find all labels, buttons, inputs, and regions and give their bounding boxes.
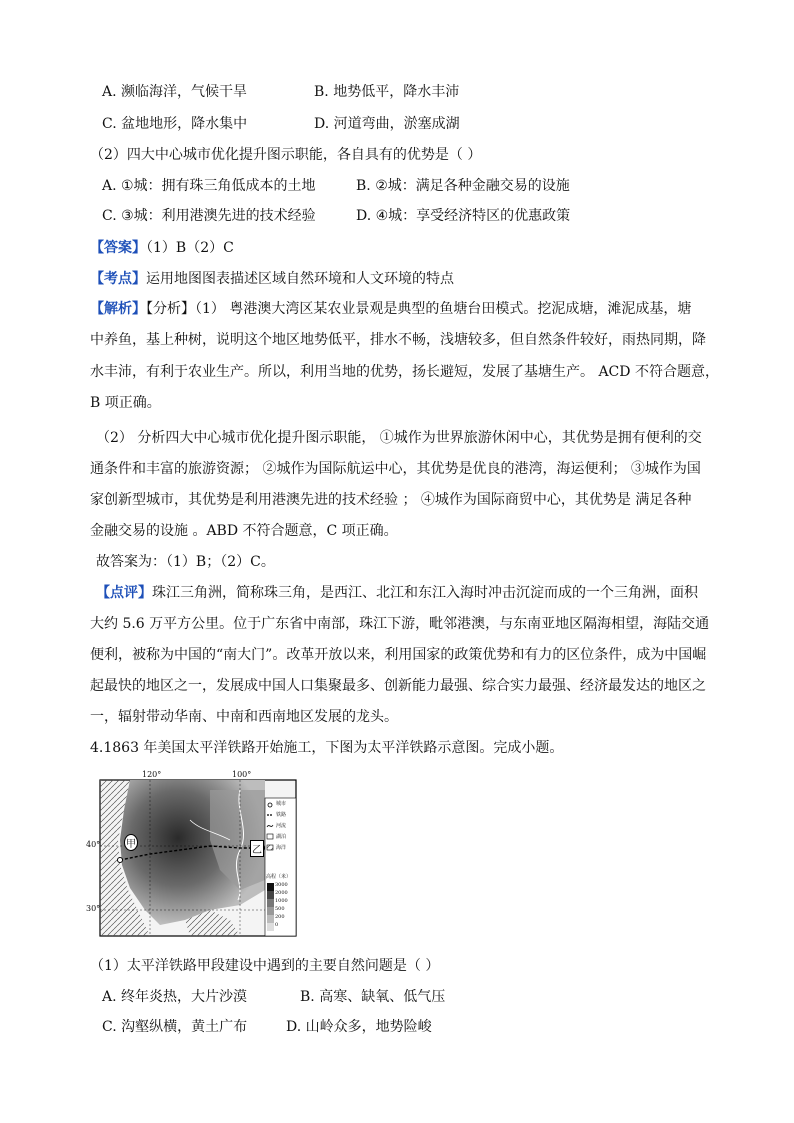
answer-label: 【答案】 (90, 240, 146, 256)
question-stem: （2）四大中心城市优化提升图示职能，各自具有的优势是（ ） (90, 147, 482, 163)
kaodian-line (90, 269, 454, 289)
dianping-line-4: 起最快的地区之一，发展成中国人口集聚最多、创新能力最强、综合实力最强、经济最发达的地区之 (90, 678, 706, 694)
option-d: D. ④城：享受经济特区的优惠政策 (356, 208, 571, 224)
jiexi-line-4: B 项正确。 (90, 395, 161, 411)
option-a: A. 终年炎热，大片沙漠 (102, 989, 248, 1005)
kaodian-label: 【考点】 (90, 271, 146, 287)
dianping-text: 珠江三角洲，简称珠三角，是西江、北江和东江入海时冲击沉淀而成的一个三角洲，面积 (152, 585, 698, 601)
legend-city: 城市 (276, 801, 287, 807)
option-c: C. 盆地地形，降水集中 (102, 116, 248, 132)
dianping-line-2: 大约 5.6 万平方公里。位于广东省中南部，珠江下游，毗邻港澳，与东南亚地区隔海相望，海陆交通 (90, 616, 710, 632)
answer-text: （1）B（2）C (146, 240, 234, 256)
elevation-value: 3000 (275, 882, 288, 888)
latitude-label: 40° (86, 840, 101, 849)
dianping-label: 【点评】 (96, 585, 152, 601)
elevation-value: 500 (275, 906, 285, 912)
question-4-stem: 4.1863 年美国太平洋铁路开始施工，下图为太平洋铁路示意图。完成小题。 (90, 740, 564, 756)
option-a: A. 濒临海洋，气候干旱 (102, 84, 248, 100)
longitude-label: 100° (232, 770, 252, 779)
jiexi-line-2: 中养鱼，基上种树，说明这个地区地势低平，排水不畅，浅塘较多，但自然条件较好，雨热同期，降 (90, 332, 706, 348)
dianping-line-3: 便利，被称为中国的“南大门”。改革开放以来，利用国家的政策优势和有力的区位条件，成为中国崛 (90, 647, 707, 663)
legend-railway: 铁路 (276, 812, 287, 818)
jiexi-conclusion: 故答案为：（1）B；（2）C。 (96, 554, 275, 570)
kaodian-text: 运用地图图表描述区域自然环境和人文环境的特点 (146, 271, 454, 287)
railway-map-svg (90, 770, 300, 938)
legend-river: 河流 (276, 823, 287, 829)
jiexi-line-8: 金融交易的设施 。ABD 不符合题意，C 项正确。 (90, 523, 398, 539)
jiexi-line-6: 通条件和丰富的旅游资源； ②城作为国际航运中心，其优势是优良的港湾，海运便利； ③城作为国 (90, 461, 701, 477)
legend-elevation-title: 高程（米） (266, 874, 292, 880)
jiexi-label: 【解析】 (90, 301, 146, 317)
elevation-value: 200 (275, 914, 285, 920)
option-c: C. 沟壑纵横，黄土广布 (102, 1019, 248, 1035)
elevation-value: 2000 (275, 890, 288, 896)
place-label-jia: 甲 (124, 834, 138, 851)
legend-ocean: 海洋 (276, 845, 287, 851)
option-a: A. ①城：拥有珠三角低成本的土地 (102, 178, 316, 194)
jiexi-line-3: 水丰沛，有利于农业生产。所以，利用当地的优势，扬长避短，发展了基塘生产。 ACD 不符合题意， (90, 364, 719, 380)
city-marker (118, 858, 123, 863)
dianping-line-5: 一，辐射带动华南、中南和西南地区发展的龙头。 (90, 709, 398, 725)
option-c: C. ③城：利用港澳先进的技术经验 (102, 208, 316, 224)
jiexi-line-1 (90, 299, 691, 319)
legend-lake: 湖泊 (276, 834, 287, 840)
latitude-label: 30° (86, 904, 101, 913)
place-label-yi: 乙 (250, 840, 264, 857)
jiexi-line-7: 家创新型城市，其优势是利用港澳先进的技术经验 ； ④城作为国际商贸中心，其优势是 满足各种 (90, 492, 692, 508)
railway-map (86, 770, 300, 938)
elevation-value: 1000 (275, 898, 288, 904)
option-d: D. 山岭众多，地势险峻 (286, 1019, 432, 1035)
option-b: B. ②城：满足各种金融交易的设施 (356, 178, 570, 194)
longitude-label: 120° (142, 770, 162, 779)
option-b: B. 高寒、缺氧、低气压 (300, 989, 446, 1005)
question-4-part1-stem: （1）太平洋铁路甲段建设中遇到的主要自然问题是（ ） (90, 958, 440, 974)
jiexi-line-5: （2） 分析四大中心城市优化提升图示职能， ①城作为世界旅游休闲中心，其优势是拥有便利的交 (96, 430, 702, 446)
option-b: B. 地势低平，降水丰沛 (314, 84, 460, 100)
option-d: D. 河道弯曲，淤塞成湖 (314, 116, 460, 132)
jiexi-text: 【分析】（1） 粤港澳大湾区某农业景观是典型的鱼塘台田模式。挖泥成塘，滩泥成基，塘 (146, 301, 692, 317)
answer-line (90, 238, 234, 258)
dianping-line-1 (96, 583, 698, 603)
elevation-value: 0 (275, 922, 279, 928)
